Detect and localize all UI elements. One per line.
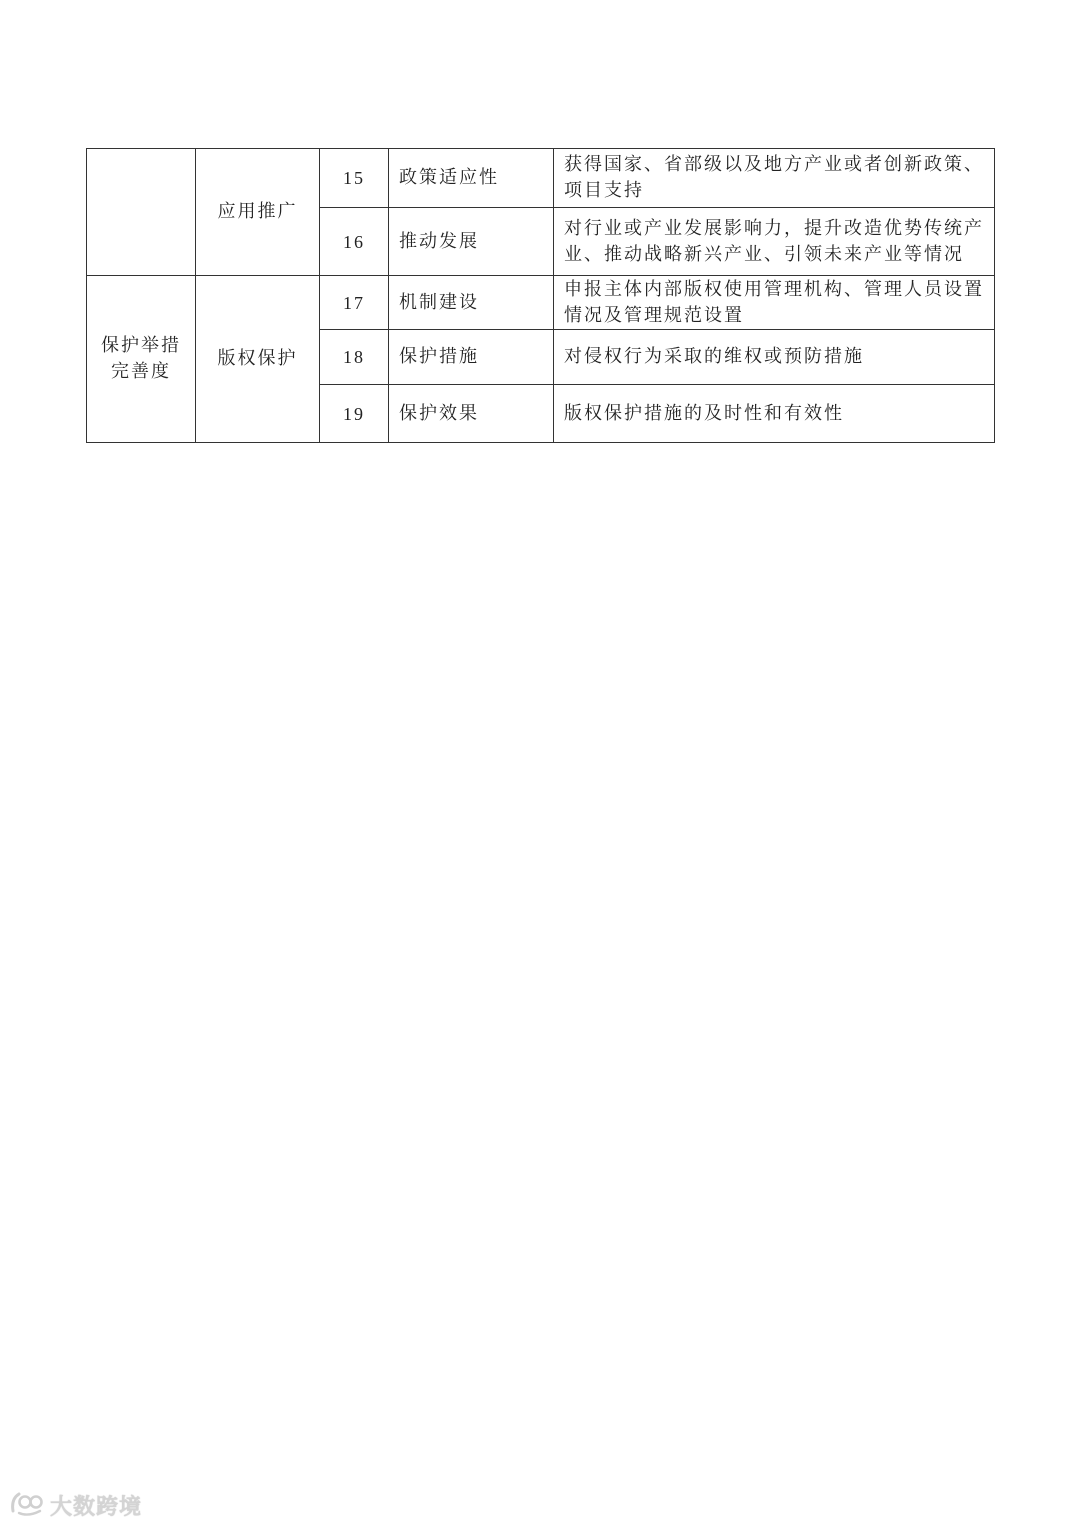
table-row: [87, 149, 995, 208]
row-number: 15: [320, 149, 389, 208]
row-number: 19: [320, 385, 389, 443]
brand-logo-icon: [10, 1489, 44, 1521]
row-number: 18: [320, 330, 389, 385]
indicator-description: 对行业或产业发展影响力，提升改造优势传统产业、推动战略新兴产业、引领未来产业等情况: [554, 208, 995, 276]
level2-cell-copyright: 版权保护: [196, 276, 320, 443]
indicator-description: 获得国家、省部级以及地方产业或者创新政策、项目支持: [554, 149, 995, 208]
row-number: 16: [320, 208, 389, 276]
indicator-description: 版权保护措施的及时性和有效性: [554, 385, 995, 443]
watermark: [10, 1489, 142, 1521]
evaluation-table: [86, 148, 995, 443]
indicator-description: 申报主体内部版权使用管理机构、管理人员设置情况及管理规范设置: [554, 276, 995, 330]
indicator-name: 机制建设: [389, 276, 554, 330]
row-number: 17: [320, 276, 389, 330]
level2-cell-application: 应用推广: [196, 149, 320, 276]
level1-cell-protection: 保护举措完善度: [87, 276, 196, 443]
table-row: [87, 276, 995, 330]
indicator-name: 保护效果: [389, 385, 554, 443]
indicator-name: 推动发展: [389, 208, 554, 276]
indicator-name: 保护措施: [389, 330, 554, 385]
indicator-description: 对侵权行为采取的维权或预防措施: [554, 330, 995, 385]
indicator-name: 政策适应性: [389, 149, 554, 208]
level1-cell-blank: [87, 149, 196, 276]
watermark-text: 大数跨境: [50, 1494, 143, 1520]
